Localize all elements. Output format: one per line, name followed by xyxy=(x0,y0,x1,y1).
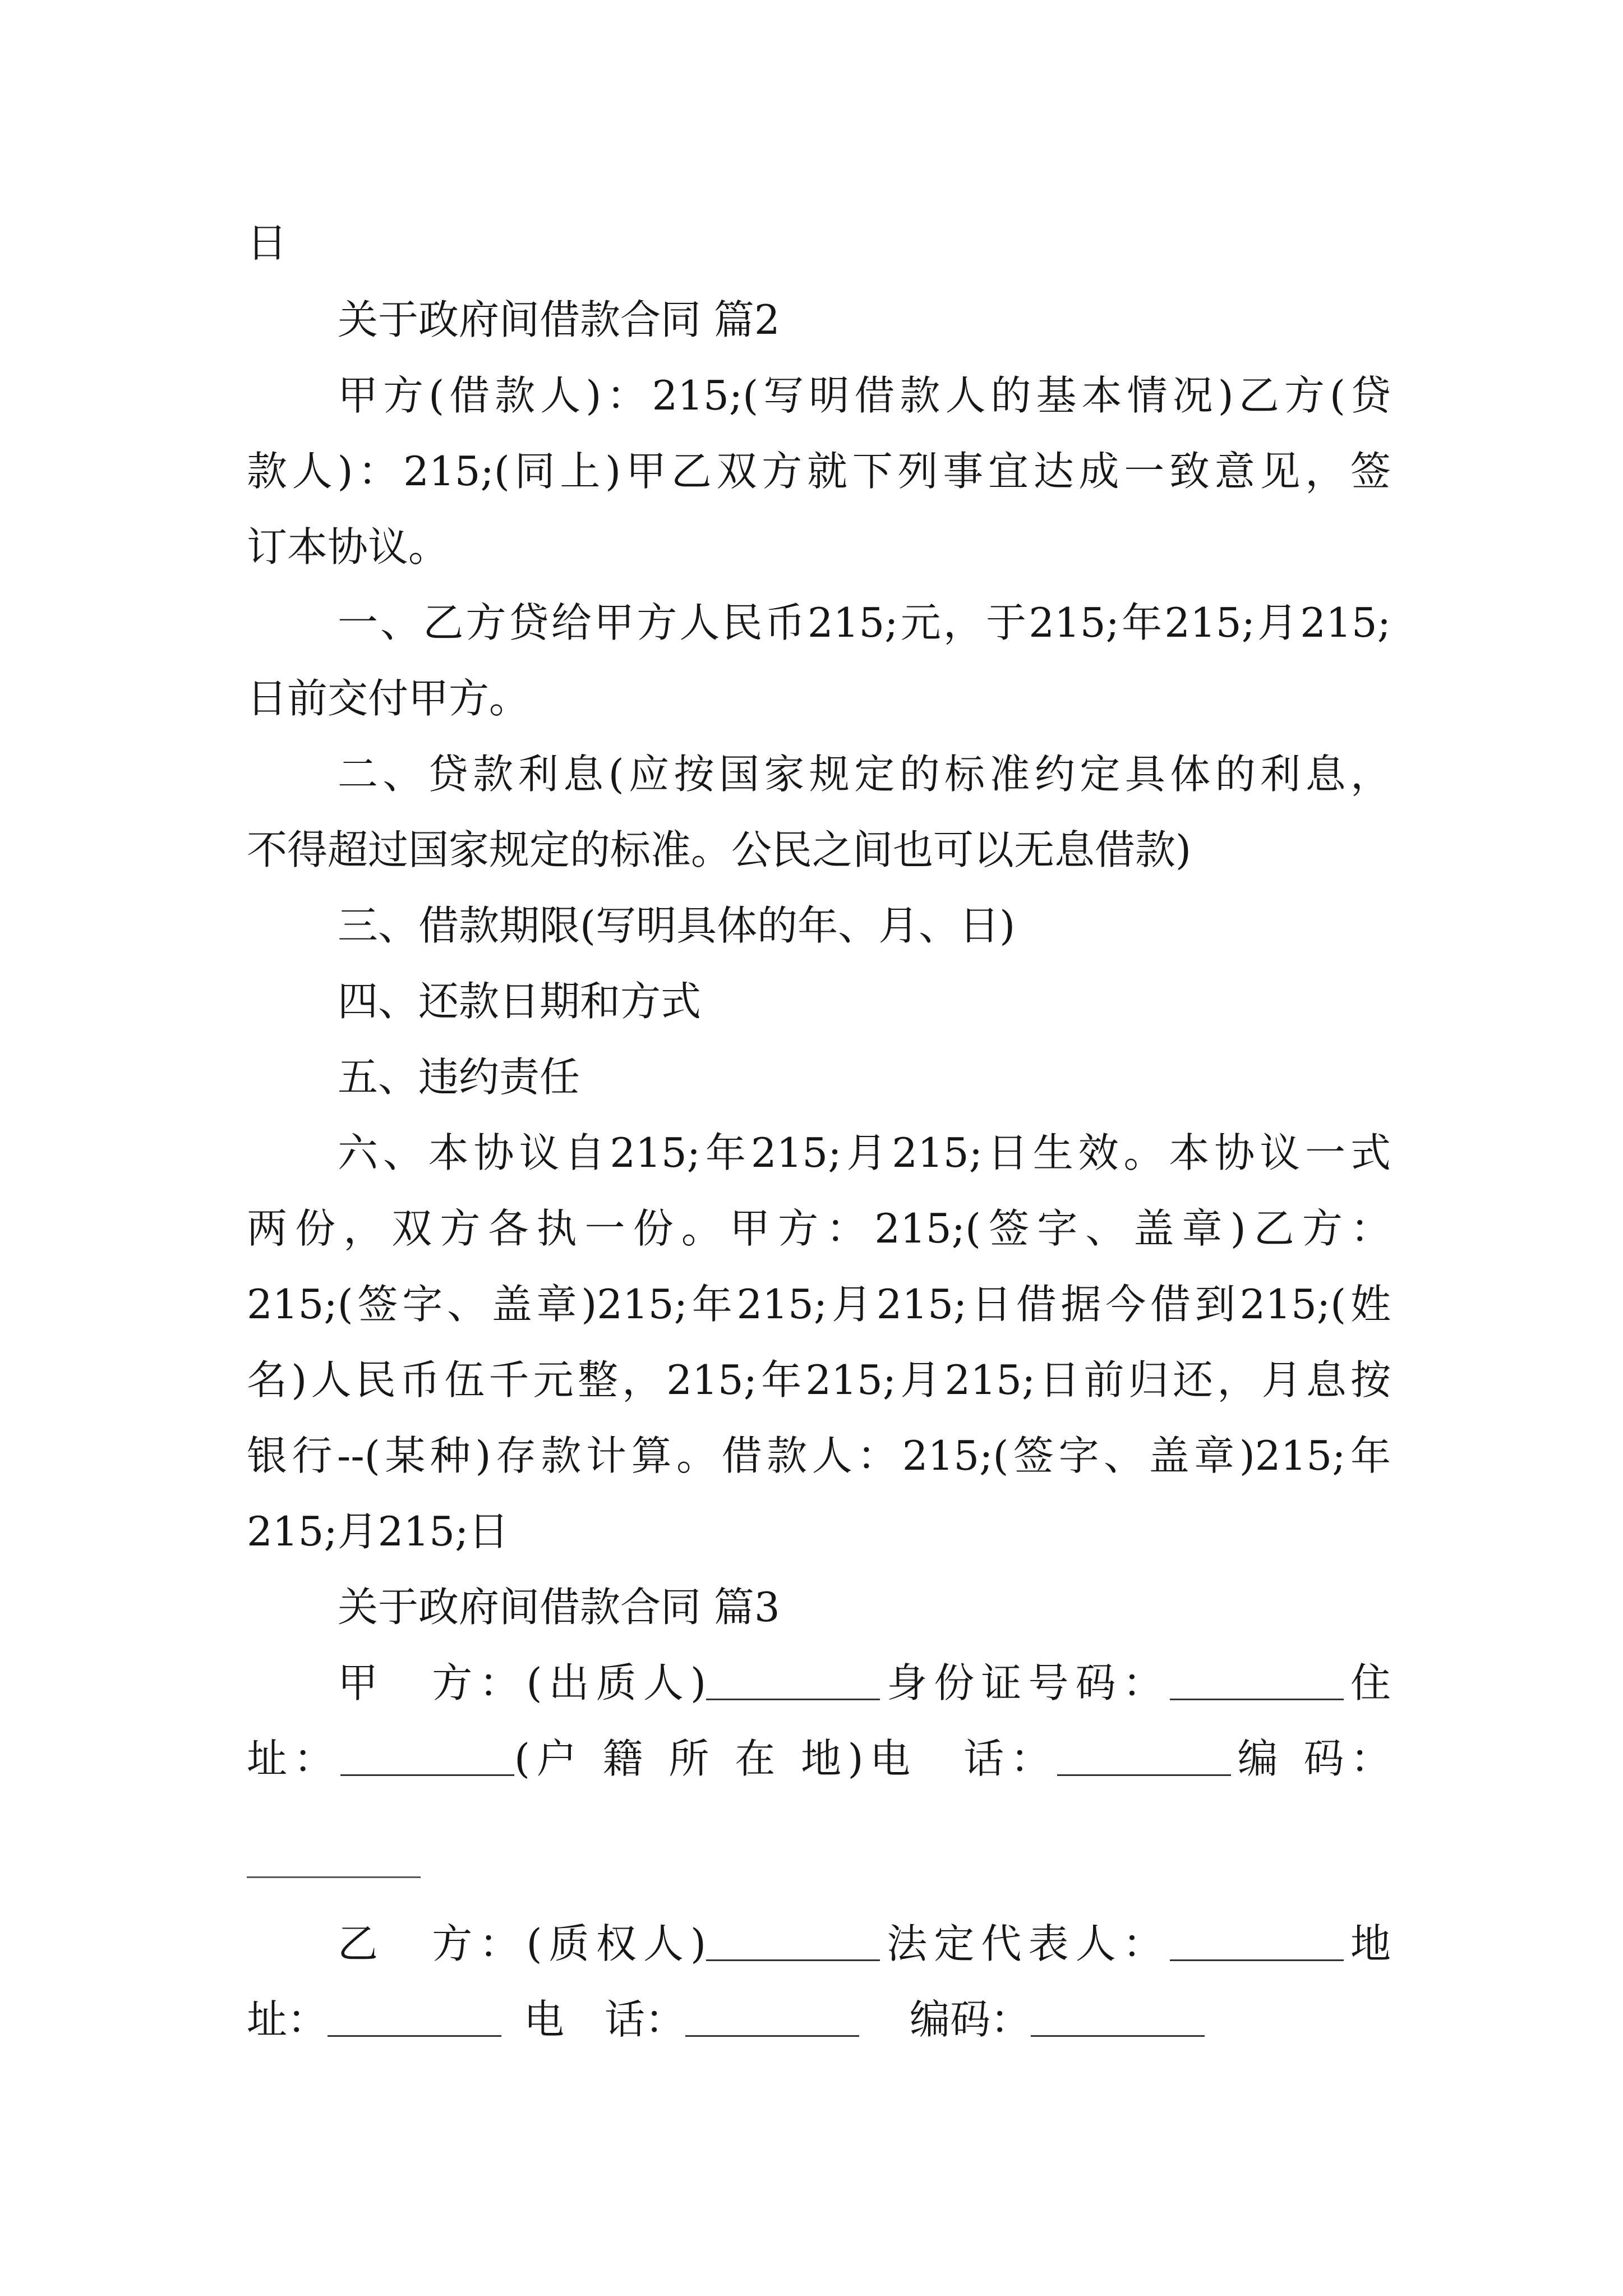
text-line-13: 六、本协议自215;年215;月215;日生效。本协议一式 xyxy=(338,1129,1391,1176)
text-line-15: 215;(签字、盖章)215;年215;月215;日借据今借到215;(姓 xyxy=(247,1281,1391,1328)
text-line-7: 日前交付甲方。 xyxy=(247,675,530,722)
party-b-line xyxy=(338,1916,1391,1972)
address-label-part-1: 住 xyxy=(1343,1659,1391,1706)
b-address-blank[interactable] xyxy=(328,1996,501,2037)
party-b-label: 乙 方：(质权人) xyxy=(338,1920,707,1967)
section-heading-2: 关于政府间借款合同 篇2 xyxy=(338,296,780,343)
phone-blank[interactable] xyxy=(1057,1735,1231,1776)
text-line-16: 名)人民币伍千元整，215;年215;月215;日前归还，月息按 xyxy=(247,1356,1391,1404)
section-heading-3: 关于政府间借款合同 篇3 xyxy=(338,1584,780,1631)
postal-code-label: 编 码： xyxy=(1231,1735,1391,1782)
text-line-5: 订本协议。 xyxy=(247,523,449,570)
text-line-8: 二、贷款利息(应按国家规定的标准约定具体的利息， xyxy=(338,751,1391,798)
party-a-label: 甲 方：(出质人) xyxy=(338,1659,707,1706)
text-line-14: 两份，双方各执一份。甲方：215;(签字、盖章)乙方： xyxy=(247,1205,1391,1252)
text-line-18: 215;月215;日 xyxy=(247,1508,509,1555)
text-line-10: 三、借款期限(写明具体的年、月、日) xyxy=(338,902,1016,949)
text-line-11: 四、还款日期和方式 xyxy=(338,978,702,1025)
text-line-6: 一、乙方贷给甲方人民币215;元，于215;年215;月215; xyxy=(338,599,1391,646)
address-blank[interactable] xyxy=(340,1735,514,1776)
b-address-label-part-2: 址： xyxy=(247,1996,328,2043)
legal-rep-blank[interactable] xyxy=(1170,1920,1344,1961)
legal-rep-label: 法定代表人： xyxy=(880,1920,1170,1967)
party-a-line xyxy=(338,1655,1391,1711)
id-number-label: 身份证号码： xyxy=(880,1659,1170,1706)
b-postal-code-blank[interactable] xyxy=(1031,1996,1205,2037)
id-number-blank[interactable] xyxy=(1170,1659,1344,1700)
text-line-4: 款人)：215;(同上)甲乙双方就下列事宜达成一致意见，签 xyxy=(247,448,1391,495)
b-postal-code-label: 编码： xyxy=(910,1996,1031,2043)
b-address-label-part-1: 地 xyxy=(1343,1920,1391,1967)
party-a-address-line xyxy=(247,1731,1391,1787)
party-b-address-line xyxy=(247,1991,1391,2047)
address-label-part-2: 址： xyxy=(247,1735,340,1782)
text-line-9: 不得超过国家规定的标准。公民之间也可以无息借款) xyxy=(247,826,1192,873)
phone-label: 电 话： xyxy=(863,1735,1058,1782)
party-b-blank[interactable] xyxy=(706,1920,880,1961)
text-line-1: 日 xyxy=(247,219,288,266)
text-line-12: 五、违约责任 xyxy=(338,1053,580,1101)
domicile-label: (户 籍 所 在 地) xyxy=(514,1735,864,1782)
b-phone-blank[interactable] xyxy=(685,1996,859,2037)
text-line-17: 银行--(某种)存款计算。借款人：215;(签字、盖章)215;年 xyxy=(247,1432,1391,1479)
b-phone-label: 电 话： xyxy=(524,1996,686,2043)
postal-code-blank[interactable] xyxy=(247,1876,421,1878)
party-a-blank[interactable] xyxy=(706,1659,880,1700)
text-line-3: 甲方(借款人)：215;(写明借款人的基本情况)乙方(贷 xyxy=(338,372,1391,419)
